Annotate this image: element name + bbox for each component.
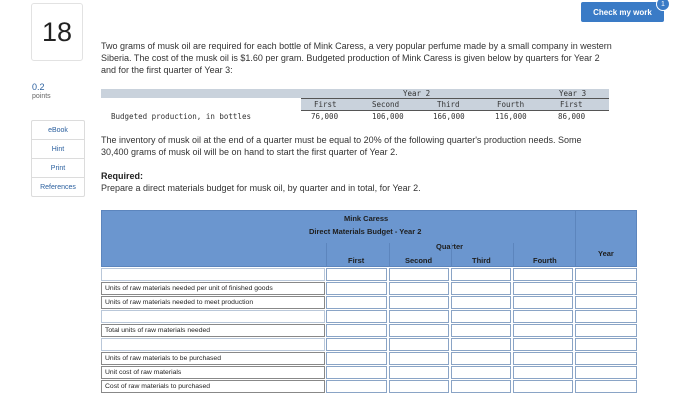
- inventory-line-2: 30,400 grams of musk oil will be on hand to start the first quarter of Year 2.: [101, 147, 398, 157]
- problem-line-2: Siberia. The cost of the musk oil is $1.60 per gram. Budgeted production of Mink Caress is given below by quarters for Year 2: [101, 53, 600, 63]
- production-value-third: 166,000: [433, 112, 465, 121]
- row-label: Units of raw materials needed per unit of finished goods: [101, 282, 325, 295]
- input-cell[interactable]: [575, 268, 637, 281]
- budget-title: Direct Materials Budget - Year 2: [309, 227, 422, 236]
- production-value-second: 106,000: [372, 112, 404, 121]
- row-label: Total units of raw materials needed: [101, 324, 325, 337]
- production-year2-label: Year 2: [403, 89, 431, 98]
- input-cell[interactable]: [326, 268, 387, 281]
- row-label: [101, 310, 325, 323]
- budget-row: [101, 324, 637, 337]
- input-cell[interactable]: [389, 310, 449, 323]
- col-third: Third: [472, 256, 491, 265]
- input-cell[interactable]: [451, 296, 511, 309]
- input-cell[interactable]: [326, 380, 387, 393]
- input-cell[interactable]: [575, 310, 637, 323]
- input-cell[interactable]: [575, 380, 637, 393]
- inventory-line-1: The inventory of musk oil at the end of a quarter must be equal to 20% of the following quarter's production needs. Some: [101, 135, 582, 145]
- problem-line-3: and for the first quarter of Year 3:: [101, 65, 233, 75]
- input-cell[interactable]: [451, 310, 511, 323]
- print-button[interactable]: Print: [32, 159, 84, 178]
- budget-row: [101, 380, 637, 393]
- budget-blank-row: [101, 338, 637, 351]
- row-label: Unit cost of raw materials: [101, 366, 325, 379]
- col-divider-4: [513, 243, 514, 267]
- direct-materials-budget-table: [101, 210, 637, 400]
- col-fourth: Fourth: [533, 256, 557, 265]
- budget-row: [101, 282, 637, 295]
- quarter-label: Quarter: [436, 242, 464, 251]
- input-cell[interactable]: [575, 324, 637, 337]
- input-cell[interactable]: [326, 310, 387, 323]
- input-cell[interactable]: [326, 352, 387, 365]
- row-label: Cost of raw materials to purchased: [101, 380, 325, 393]
- col-divider-1: [326, 243, 327, 267]
- input-cell[interactable]: [575, 296, 637, 309]
- production-value-year3: 86,000: [558, 112, 586, 121]
- budget-blank-row: [101, 268, 637, 281]
- col-second: Second: [405, 256, 433, 265]
- input-cell[interactable]: [451, 282, 511, 295]
- row-label: [101, 268, 325, 281]
- input-cell[interactable]: [326, 282, 387, 295]
- production-col-year3-first: First: [560, 100, 583, 109]
- col-first: First: [348, 256, 365, 265]
- input-cell[interactable]: [575, 338, 637, 351]
- row-label: Units of raw materials to be purchased: [101, 352, 325, 365]
- input-cell[interactable]: [389, 282, 449, 295]
- production-rule-1: [301, 98, 609, 99]
- input-cell[interactable]: [326, 338, 387, 351]
- production-rule-2: [301, 110, 609, 111]
- budget-row: [101, 296, 637, 309]
- input-cell[interactable]: [451, 268, 511, 281]
- production-table: [101, 89, 609, 121]
- input-cell[interactable]: [389, 380, 449, 393]
- input-cell[interactable]: [326, 366, 387, 379]
- input-cell[interactable]: [451, 380, 511, 393]
- input-cell[interactable]: [513, 310, 573, 323]
- input-cell[interactable]: [389, 296, 449, 309]
- input-cell[interactable]: [451, 352, 511, 365]
- row-label: [101, 338, 325, 351]
- col-year: Year: [598, 249, 614, 258]
- budget-company: Mink Caress: [344, 214, 389, 223]
- sidebar: [31, 120, 85, 197]
- budget-header: [101, 210, 637, 267]
- production-row-label: Budgeted production, in bottles: [111, 112, 251, 121]
- col-divider-2: [389, 243, 390, 267]
- input-cell[interactable]: [326, 324, 387, 337]
- production-col-first: First: [314, 100, 337, 109]
- input-cell[interactable]: [451, 324, 511, 337]
- production-col-third: Third: [437, 100, 460, 109]
- input-cell[interactable]: [389, 352, 449, 365]
- production-value-first: 76,000: [311, 112, 339, 121]
- input-cell[interactable]: [513, 296, 573, 309]
- notification-badge: 1: [656, 0, 670, 11]
- input-cell[interactable]: [389, 268, 449, 281]
- production-value-fourth: 116,000: [495, 112, 527, 121]
- ebook-button[interactable]: eBook: [32, 121, 84, 140]
- production-year3-label: Year 3: [559, 89, 587, 98]
- question-number: 18: [31, 3, 83, 61]
- input-cell[interactable]: [326, 296, 387, 309]
- references-button[interactable]: References: [40, 183, 76, 191]
- budget-blank-row: [101, 310, 637, 323]
- required-heading: Required:: [101, 171, 144, 181]
- required-text: Prepare a direct materials budget for musk oil, by quarter and in total, for Year 2.: [101, 183, 421, 193]
- points-value: 0.2: [32, 82, 45, 92]
- budget-row: [101, 352, 637, 365]
- input-cell[interactable]: [575, 352, 637, 365]
- input-cell[interactable]: [451, 366, 511, 379]
- check-my-work-button[interactable]: Check my work: [581, 2, 664, 22]
- input-cell[interactable]: [513, 282, 573, 295]
- input-cell[interactable]: [389, 324, 449, 337]
- input-cell[interactable]: [513, 352, 573, 365]
- input-cell[interactable]: [451, 338, 511, 351]
- problem-line-1: Two grams of musk oil are required for each bottle of Mink Caress, a very popular perfume made by a small company in western: [101, 41, 612, 51]
- row-label: Units of raw materials needed to meet production: [101, 296, 325, 309]
- hint-button[interactable]: Hint: [32, 140, 84, 159]
- points-label: points: [32, 93, 51, 100]
- input-cell[interactable]: [513, 380, 573, 393]
- input-cell[interactable]: [575, 282, 637, 295]
- production-col-fourth: Fourth: [497, 100, 525, 109]
- input-cell[interactable]: [575, 366, 637, 379]
- input-cell[interactable]: [513, 338, 573, 351]
- input-cell[interactable]: [513, 268, 573, 281]
- production-header-band: [101, 89, 609, 98]
- input-cell[interactable]: [513, 366, 573, 379]
- input-cell[interactable]: [389, 366, 449, 379]
- production-col-second: Second: [372, 100, 400, 109]
- col-divider-5: [575, 211, 576, 267]
- col-divider-3: [451, 243, 452, 267]
- input-cell[interactable]: [389, 338, 449, 351]
- budget-row: [101, 366, 637, 379]
- input-cell[interactable]: [513, 324, 573, 337]
